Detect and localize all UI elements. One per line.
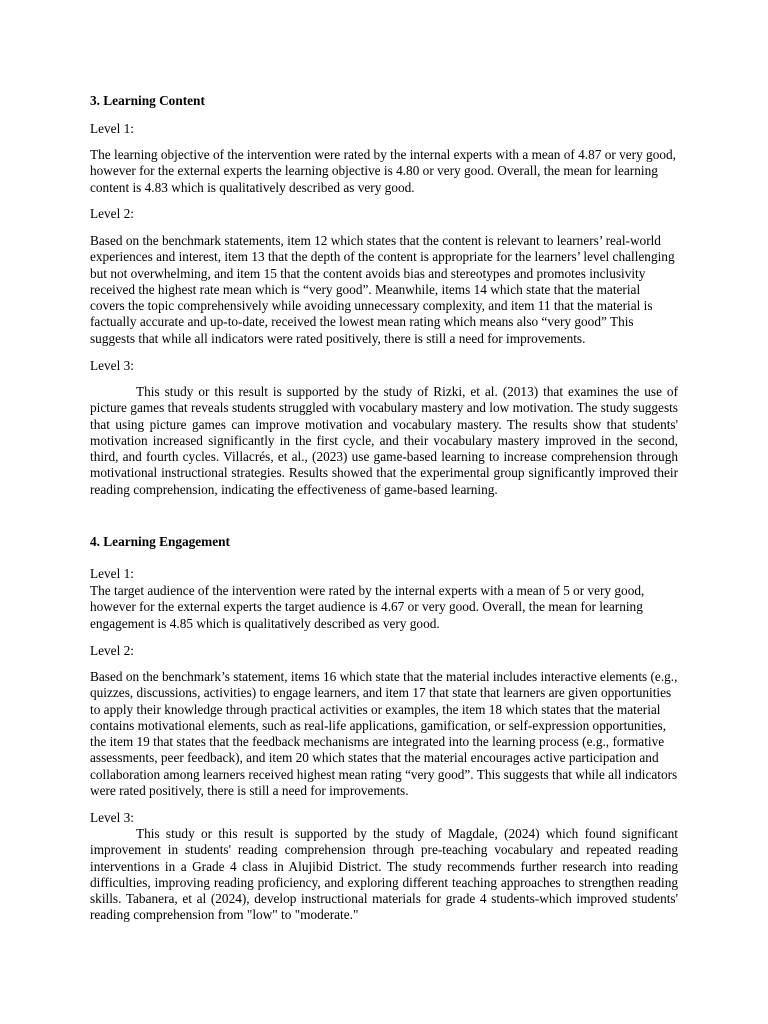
section-3-level3-text: This study or this result is supported by the study of Rizki, et al. (2013) that examines the use of picture games that reveals students struggled with vocabulary mastery and low motivation. The study suggests that using picture games can improve motivation and vocabulary mastery. The results show that students' motivation increased significantly in the first cycle, and their vocabulary mastery improved in the second, third, and fourth cycles. Villacrés, et al., (2023) use game-based learning to increase comprehension through motivational instructional strategies. Results showed that the experimental group significantly improved their reading comprehension, indicating the effectiveness of game-based learning. xyxy=(90,384,678,497)
section-4-level3-text: This study or this result is supported by the study of Magdale, (2024) which found significant improvement in students' reading comprehension through pre-teaching vocabulary and repeated reading interventions in a Grade 4 class in Alujibid District. The study recommends further research into reading difficulties, improving reading proficiency, and exploring different teaching approaches to strengthen reading skills. Tabanera, et al (2024), develop instructional materials for grade 4 students-which improved students' reading comprehension from "low" to "moderate." xyxy=(90,826,678,923)
section-4-level1-label: Level 1: xyxy=(90,566,134,581)
section-3-level1-label: Level 1: xyxy=(90,121,134,136)
section-3-heading: 3. Learning Content xyxy=(90,93,205,108)
section-3-level2-text: Based on the benchmark statements, item 12 which states that the content is relevant to learners’ real-world experiences and interest, item 13 that the depth of the content is appropriate for the learners’ level challenging but not overwhelming, and item 15 that the content avoids bias and stereotypes and promotes inclusivity received the highest rate mean which is “very good”. Meanwhile, items 14 which state that the material covers the topic comprehensively while avoiding unnecessary complexity, and item 11 that the material is factually accurate and up-to-date, received the lowest mean rating which means also “very good” This suggests that while all indicators were rated positively, there is still a need for improvements. xyxy=(90,233,675,346)
section-3-level1-text: The learning objective of the intervention were rated by the internal experts with a mean of 4.87 or very good, however for the external experts the learning objective is 4.80 or very good. Overall, the mean for learning content is 4.83 which is qualitatively described as very good. xyxy=(90,147,676,195)
section-4-level2-text: Based on the benchmark’s statement, items 16 which state that the material includes interactive elements (e.g., quizzes, discussions, activities) to engage learners, and item 17 that state that learners are given opportunities to apply their knowledge through practical activities or examples, the item 18 which states that the material contains motivational elements, such as real-life applications, gamification, or self-expression opportunities, the item 19 that states that the feedback mechanisms are integrated into the learning process (e.g., formative assessments, peer feedback), and item 20 which states that the material encourages active participation and collaboration among learners received highest mean rating “very good”. This suggests that while all indicators were rated positively, there is still a need for improvements. xyxy=(90,669,678,799)
section-3-level2-label: Level 2: xyxy=(90,206,134,221)
section-4-level2-label: Level 2: xyxy=(90,643,134,658)
section-4-heading: 4. Learning Engagement xyxy=(90,534,230,549)
section-3-level3-label: Level 3: xyxy=(90,358,134,373)
section-4-level1-text: The target audience of the intervention were rated by the internal experts with a mean of 5 or very good, however for the external experts the target audience is 4.67 or very good. Overall, the mean for learning engagement is 4.85 which is qualitatively described as very good. xyxy=(90,583,645,631)
section-4-level3-label: Level 3: xyxy=(90,810,134,825)
